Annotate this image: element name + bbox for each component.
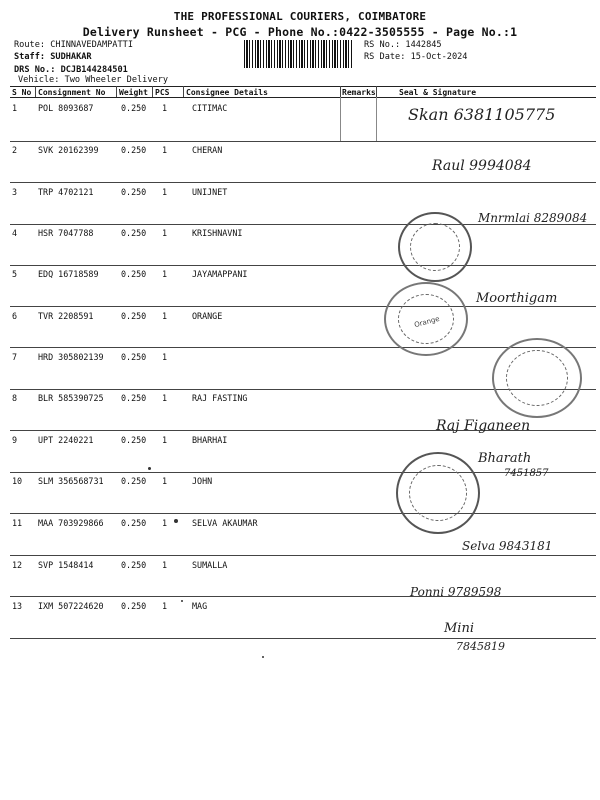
row-sno: 2 <box>12 145 18 155</box>
row-pcs: 1 <box>162 518 168 528</box>
signature-text: Bharath <box>478 451 532 466</box>
signature-row-2 <box>376 148 596 184</box>
signature-text: Raj Figaneen <box>436 418 531 434</box>
row-pcs: 1 <box>162 228 168 238</box>
row-weight: 0.250 <box>121 518 147 528</box>
row-consignee: ORANGE <box>192 311 223 321</box>
scan-speck <box>262 656 264 658</box>
row-weight: 0.250 <box>121 145 147 155</box>
row-sno: 1 <box>12 103 18 113</box>
row-weight: 0.250 <box>121 269 147 279</box>
scan-speck <box>148 467 151 470</box>
row-consignee: BHARHAI <box>192 435 228 445</box>
col-divider <box>340 86 341 97</box>
col-header-weight: Weight <box>119 88 148 97</box>
row-weight: 0.250 <box>121 601 147 611</box>
row-sno: 6 <box>12 311 18 321</box>
row-consignment: UPT 2240221 <box>38 435 94 445</box>
row-consignee: UNIJNET <box>192 187 228 197</box>
remarks-divider <box>340 97 341 141</box>
vehicle-label: Vehicle: Two Wheeler Delivery <box>18 75 169 85</box>
signature-row-13 <box>376 614 596 658</box>
signature-row-4 <box>376 200 596 236</box>
signature-text: 7845819 <box>456 640 505 653</box>
row-consignment: SVP 1548414 <box>38 560 94 570</box>
row-pcs: 1 <box>162 145 168 155</box>
signature-text: Selva 9843181 <box>462 539 553 553</box>
row-consignee: RAJ FASTING <box>192 393 248 403</box>
scan-speck <box>174 519 178 523</box>
runsheet-subtitle: Delivery Runsheet - PCG - Phone No.:0422-3505555 - Page No.:1 <box>82 25 518 39</box>
row-sno: 10 <box>12 476 23 486</box>
row-divider <box>10 513 596 514</box>
row-sno: 11 <box>12 518 23 528</box>
row-consignee: CHERAN <box>192 145 223 155</box>
row-consignment: POL 8093687 <box>38 103 94 113</box>
signature-row-12 <box>376 574 596 610</box>
row-consignment: SLM 356568731 <box>38 476 104 486</box>
table-top-border <box>10 86 596 87</box>
col-header-remarks: Remarks <box>342 88 376 97</box>
row-pcs: 1 <box>162 435 168 445</box>
company-title: THE PROFESSIONAL COURIERS, COIMBATORE <box>173 10 427 23</box>
row-pcs: 1 <box>162 187 168 197</box>
row-weight: 0.250 <box>121 187 147 197</box>
col-header-sno: S No <box>12 88 32 97</box>
signature-text: Moorthigam <box>476 291 558 306</box>
signature-row-6 <box>376 280 596 316</box>
signature-text: 7451857 <box>504 468 549 479</box>
row-weight: 0.250 <box>121 228 147 238</box>
row-sno: 5 <box>12 269 18 279</box>
row-weight: 0.250 <box>121 352 147 362</box>
row-consignee: SELVA AKAUMAR <box>192 518 258 528</box>
route-label: Route: CHINNAVEDAMPATTI <box>14 40 133 50</box>
row-pcs: 1 <box>162 476 168 486</box>
col-header-pcs: PCS <box>155 88 170 97</box>
rs-date: RS Date: 15-Oct-2024 <box>364 52 468 62</box>
row-consignment: SVK 20162399 <box>38 145 99 155</box>
row-consignment: BLR 585390725 <box>38 393 104 403</box>
row-sno: 13 <box>12 601 23 611</box>
col-header-seal: Seal & Signature <box>399 88 477 97</box>
row-sno: 3 <box>12 187 18 197</box>
row-consignment: MAA 703929866 <box>38 518 104 528</box>
row-sno: 7 <box>12 352 18 362</box>
signature-text: Skan 6381105775 <box>408 105 556 124</box>
row-consignment: EDQ 16718589 <box>38 269 99 279</box>
rs-number: RS No.: 1442845 <box>364 40 442 50</box>
row-weight: 0.250 <box>121 393 147 403</box>
row-sno: 9 <box>12 435 18 445</box>
col-divider <box>376 86 377 97</box>
drs-label: DRS No.: DCJB144284501 <box>14 65 128 75</box>
row-pcs: 1 <box>162 560 168 570</box>
row-weight: 0.250 <box>121 103 147 113</box>
row-pcs: 1 <box>162 103 168 113</box>
row-pcs: 1 <box>162 269 168 279</box>
col-header-consignee: Consignee Details <box>186 88 268 97</box>
col-divider <box>183 86 184 97</box>
signature-row-9 <box>376 446 596 486</box>
row-consignment: HRD 305802139 <box>38 352 104 362</box>
barcode-image <box>244 40 354 68</box>
staff-label: Staff: SUDHAKAR <box>14 52 92 62</box>
signature-row-8 <box>376 404 596 440</box>
signature-text: Raul 9994084 <box>432 158 532 174</box>
row-weight: 0.250 <box>121 476 147 486</box>
row-weight: 0.250 <box>121 311 147 321</box>
seal-text: Orange <box>413 314 441 330</box>
row-consignee: KRISHNAVNI <box>192 228 243 238</box>
signature-text: Mnrmlai 8289084 <box>478 211 588 225</box>
signature-row-1 <box>376 100 596 140</box>
signature-row-11 <box>376 526 596 562</box>
col-divider <box>35 86 36 97</box>
row-consignment: HSR 7047788 <box>38 228 94 238</box>
signature-text: Mini <box>444 621 474 636</box>
row-consignment: TVR 2208591 <box>38 311 94 321</box>
row-pcs: 1 <box>162 352 168 362</box>
row-sno: 12 <box>12 560 23 570</box>
signature-text: Ponni 9789598 <box>410 585 502 599</box>
col-divider <box>152 86 153 97</box>
row-consignee: JAYAMAPPANI <box>192 269 248 279</box>
row-divider <box>10 141 596 142</box>
row-consignee: MAG <box>192 601 208 611</box>
scan-speck <box>181 600 183 602</box>
row-consignment: IXM 507224620 <box>38 601 104 611</box>
row-pcs: 1 <box>162 393 168 403</box>
row-weight: 0.250 <box>121 435 147 445</box>
col-header-consignment: Consignment No <box>38 88 106 97</box>
row-weight: 0.250 <box>121 560 147 570</box>
col-divider <box>116 86 117 97</box>
row-pcs: 1 <box>162 311 168 321</box>
row-divider <box>10 265 596 266</box>
row-sno: 8 <box>12 393 18 403</box>
row-consignee: JOHN <box>192 476 213 486</box>
row-pcs: 1 <box>162 601 168 611</box>
row-sno: 4 <box>12 228 18 238</box>
row-consignee: SUMALLA <box>192 560 228 570</box>
row-consignment: TRP 4702121 <box>38 187 94 197</box>
row-consignee: CITIMAC <box>192 103 228 113</box>
table-header-border <box>10 97 596 98</box>
